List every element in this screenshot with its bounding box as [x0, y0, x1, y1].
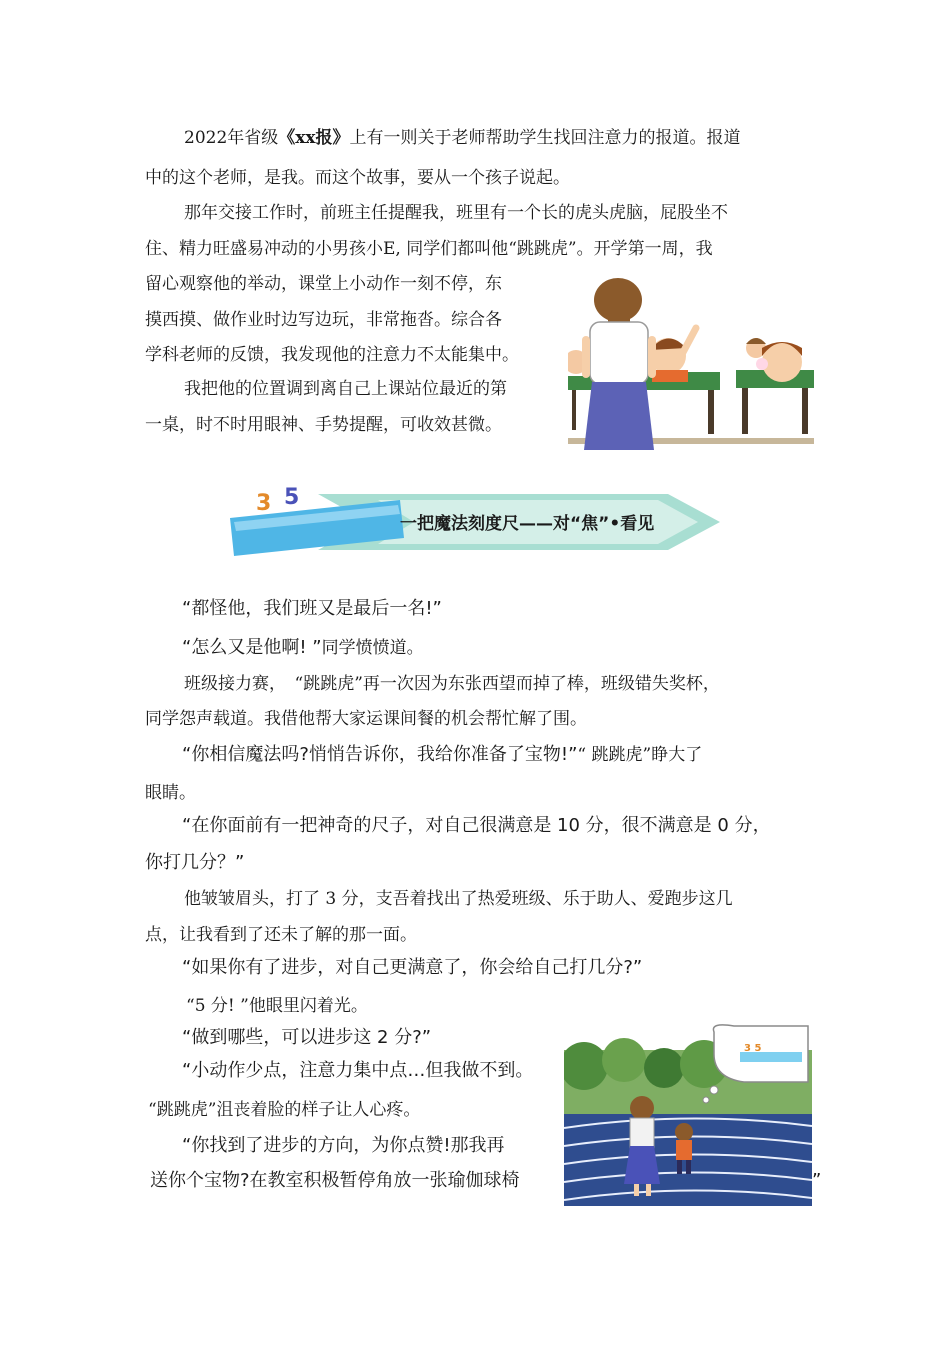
dialog-line-11: “如果你有了进步，对自己更满意了，你会给自己打几分?” [182, 957, 643, 978]
dialog-line-5 [182, 744, 702, 766]
dialog-line-1: “都怪他，我们班又是最后一名!” [182, 598, 442, 619]
p2-line-4: 摸西摸、做作业时边写边玩，非常拖沓。综合各 [145, 310, 502, 330]
dialog-line-7: “在你面前有一把神奇的尺子，对自己很满意是 10 分，很不满意是 0 分， [182, 815, 771, 836]
dialog-line-12: “5 分! ”他眼里闪着光。 [186, 996, 368, 1016]
dialog-line-15: “跳跳虎”沮丧着脸的样子让人心疼。 [148, 1100, 421, 1120]
p2-line-1: 那年交接工作时，前班主任提醒我，班里有一个长的虎头虎脑，屁股坐不 [184, 203, 728, 223]
banner-title: 一把魔法刻度尺——对“焦”•看见 [400, 514, 655, 534]
bubble-ruler-numbers: 3 5 [744, 1043, 762, 1054]
ruler-number-3: 3 [256, 491, 272, 516]
dialog-line-6: 眼睛。 [145, 783, 196, 803]
dialog-line-17: 送你个宝物?在教室积极暂停角放一张瑜伽球椅 [150, 1170, 520, 1191]
dialog-line-13: “做到哪些，可以进步这 2 分?” [182, 1027, 432, 1048]
dialog-line-16: “你找到了进步的方向，为你点赞!那我再 [182, 1135, 505, 1156]
p1-line-2: 中的这个老师，是我。而这个故事，要从一个孩子说起。 [145, 168, 570, 188]
dialog-line-2 [182, 637, 424, 659]
dialog-line-9: 他皱皱眉头，打了 3 分，支吾着找出了热爱班级、乐于助人、爱跑步这几 [184, 889, 733, 909]
p1-text-b: 上有一则关于老师帮助学生找回注意力的报道。报道 [349, 128, 741, 148]
dialog-line-4: 同学怨声载道。我借他帮大家运课间餐的机会帮忙解了围。 [145, 709, 587, 729]
dialog-line-17-end: ” [812, 1170, 822, 1191]
dialog-quote-2: “怎么又是他啊! ” [182, 637, 322, 658]
dialog-quote-5: “你相信魔法吗?悄悄告诉你，我给你准备了宝物!” [182, 744, 578, 765]
p2-line-3: 留心观察他的举动，课堂上小动作一刻不停，东 [145, 274, 502, 294]
track-illustration [564, 1024, 812, 1206]
p3-line-1: 我把他的位置调到离自己上课站位最近的第 [184, 379, 507, 399]
dialog-line-14: “小动作少点，注意力集中点…但我做不到。 [182, 1060, 534, 1081]
dialog-line-3: 班级接力赛， “跳跳虎”再一次因为东张西望而掉了棒，班级错失奖杯， [184, 674, 720, 694]
dialog-narration-5: “ 跳跳虎”睁大了 [577, 745, 703, 765]
p3-line-2: 一桌，时不时用眼神、手势提醒，可收效甚微。 [145, 415, 502, 435]
p2-line-2: 住、精力旺盛易冲动的小男孩小E, 同学们都叫他“跳跳虎”。开学第一周，我 [145, 239, 713, 259]
dialog-line-8: 你打几分？” [145, 852, 245, 873]
newspaper-name: 《xx报》 [278, 128, 350, 148]
dialog-line-10: 点，让我看到了还未了解的那一面。 [145, 925, 417, 945]
ruler-number-5: 5 [284, 485, 300, 510]
p2-line-5: 学科老师的反馈，我发现他的注意力不太能集中。 [145, 345, 519, 365]
p1-line-1 [184, 127, 741, 149]
classroom-illustration [568, 278, 814, 456]
p1-text-a: 2022年省级 [184, 128, 279, 148]
dialog-narration-2: 同学愤愤道。 [321, 638, 424, 658]
section-banner [228, 484, 722, 556]
